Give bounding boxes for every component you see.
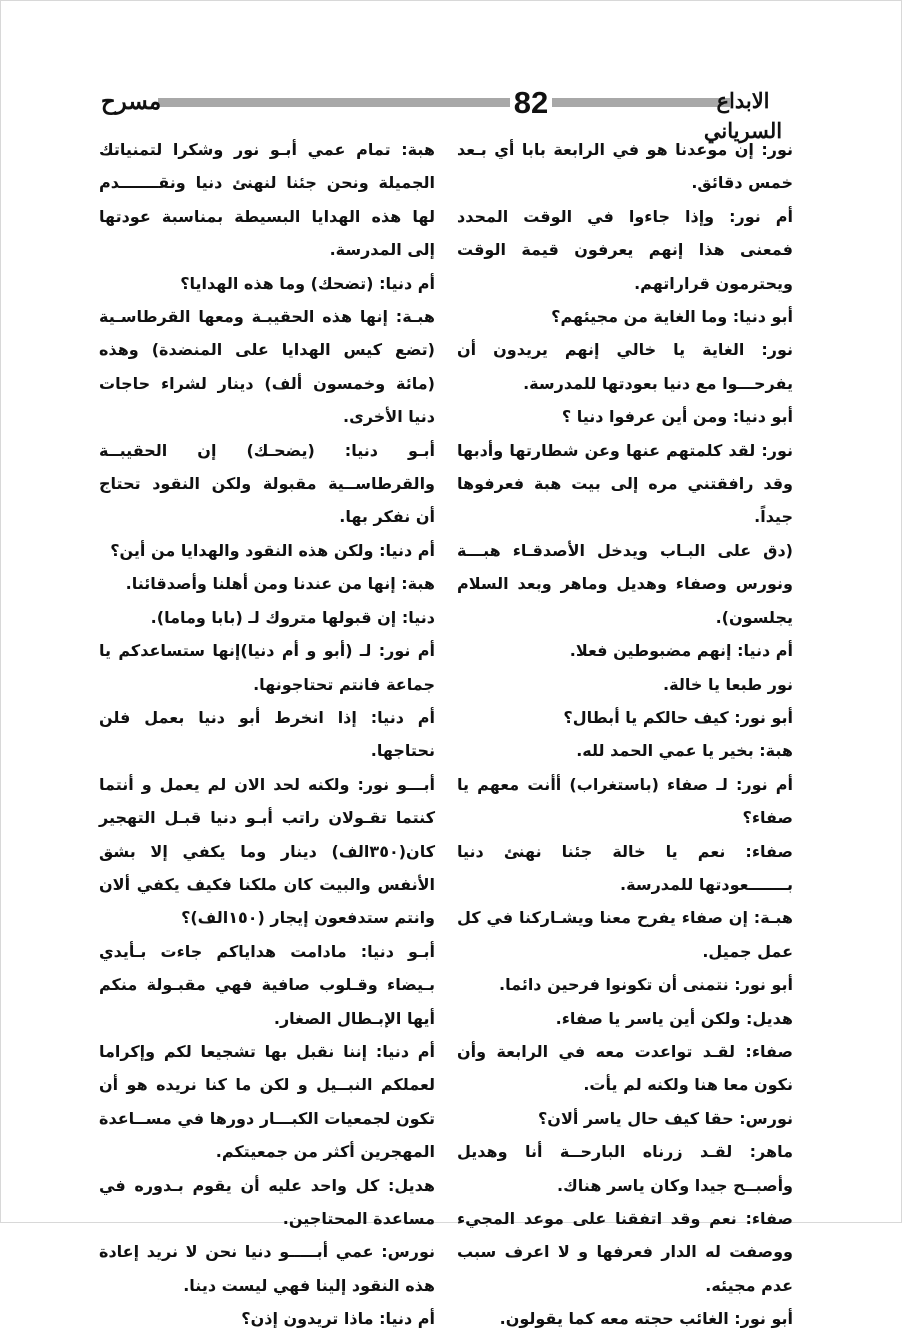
dialogue-line: هبة: تمام عمي أبـو نور وشكرا لتمنياتك الجميلة ونحن جئنا لنهنئ دنيا ونقـــــــدم لها هذه الهدايا البسيطة بمناسبة عودتها إلى المدرسة. <box>99 140 435 260</box>
dialogue-line: أبـو دنيا: (يضحـك) إن الحقيبــة والقرطاســية مقبولة ولكن النقود تحتاج أن نفكر بها. <box>99 440 435 527</box>
header-rule-left <box>158 98 510 107</box>
dialogue-line: هبة: بخير يا عمي الحمد لله. <box>576 741 793 761</box>
dialogue-line: نورس: حقا كيف حال ياسر ألان؟ <box>538 1108 793 1128</box>
dialogue-line: ماهر: لقـد زرناه البارحــة أنا وهديل وأصبــح جيدا وكان ياسر هناك. <box>457 1142 793 1195</box>
dialogue-line: نورس: عمي أبـــــو دنيا نحن لا نريد إعادة هذه النقود إلينا فهي ليست دينا. <box>99 1242 435 1295</box>
stage-direction: (دق على البـاب ويدخل الأصدقـاء هبـــة ونورس وصفاء وهديل وماهر وبعد السلام يجلسون). <box>457 540 793 627</box>
dialogue-line: صفاء: نعم يا خالة جئنا نهنئ دنيا بـــــــعودتها للمدرسة. <box>457 841 793 894</box>
dialogue-line: صفاء: لقـد تواعدت معه في الرابعة وأن نكون معا هنا ولكنه لم يأت. <box>457 1041 793 1095</box>
dialogue-line: هديل: ولكن أين ياسر يا صفاء. <box>555 1008 793 1028</box>
dialogue-line: أبو نور: الغائب حجته معه كما يقولون. <box>499 1309 793 1329</box>
dialogue-line: نور: الغاية يا خالي إنهم يريدون أن يفرحـــوا مع دنيا بعودتها للمدرسة. <box>457 340 793 393</box>
dialogue-line: أبـو دنيا: مادامت هداياكم جاءت بـأيدي بـيضاء وقـلوب صافية فهي مقبـولة منكم أيها الإبـطال الصغار. <box>99 941 435 1028</box>
dialogue-line: أم نور: لـ (أبو و أم دنيا)إنها ستساعدكم يا جماعة فانتم تحتاجونها. <box>99 641 435 694</box>
dialogue-line: أبو دنيا: ومن أين عرفوا دنيا ؟ <box>561 407 793 427</box>
dialogue-line: أبـــو نور: ولكنه لحد الان لم يعمل و أنتما كنتما تقـولان راتب أبـو دنيا قبـل التهجير كان(٣٥٠الف) دينار وما يكفي إلا بشق الأنفس والبيت كان ملكنا فكيف يكفي ألان وانتم ستدفعون إيجار (١٥٠الف)؟ <box>99 774 435 928</box>
dialogue-line: أم دنيا: ماذا تريدون إذن؟ <box>241 1309 435 1329</box>
dialogue-line: هبة: إنها من عندنا ومن أهلنا وأصدقائنا. <box>125 574 435 594</box>
dialogue-line: صفاء: نعم وقد اتفقنا على موعد المجيء ووصفت له الدار فعرفها و لا اعرف سبب عدم مجيئه. <box>457 1209 793 1295</box>
page-header <box>96 84 796 143</box>
dialogue-line: أم دنيا: إذا انخرط أبو دنيا بعمل فلن نحتاجها. <box>99 707 435 761</box>
dialogue-line: هبـة: إن صفاء يفرح معنا ويشـاركنا في كل عمل جميل. <box>457 908 793 961</box>
dialogue-line: أم دنيا: إننا نقبل بها تشجيعا لكم وإكراما لعملكم النبــيل و لكن ما كنا نريده هو أن تكون لجمعيات الكبـــار دورها في مســاعدة المهجرين أكثر من جمعيتكم. <box>99 1041 435 1162</box>
dialogue-line: نور: لقد كلمتهم عنها وعن شطارتها وأدبها وقد رافقتني مره إلى بيت هبة فعرفوها جيداً. <box>457 440 793 527</box>
dialogue-line: أبو دنيا: وما الغاية من مجيئهم؟ <box>551 307 793 327</box>
dialogue-line: أم دنيا: إنهم مضبوطين فعلا. <box>569 641 793 661</box>
dialogue-line: أم نور: وإذا جاءوا في الوقت المحدد فمعنى هذا إنهم يعرفون قيمة الوقت ويحترمون قراراتهم. <box>457 206 793 293</box>
dialogue-line: أم نور: لـ صفاء (باستغراب) أأنت معهم يا صفاء؟ <box>457 774 793 828</box>
dialogue-line: هديل: كل واحد عليه أن يقوم بـدوره في مساعدة المحتاجين. <box>99 1175 435 1228</box>
dialogue-line: هبـة: إنها هذه الحقيبـة ومعها القرطاسـية (تضع كيس الهدايا على المنضدة) وهذه (مائة وخمسون ألف) دينار لشراء حاجات دنيا الأخرى. <box>99 307 435 427</box>
dialogue-line: أم دنيا: (تضحك) وما هذه الهدايا؟ <box>180 273 435 293</box>
right-column <box>457 133 793 1336</box>
dialogue-line: نور طبعا يا خالة. <box>663 674 793 694</box>
dialogue-line: نور: إن موعدنا هو في الرابعة بابا أي بـعد خمس دقائق. <box>457 140 793 193</box>
page-number: 82 <box>513 85 549 120</box>
dialogue-line: أبو نور: نتمنى أن تكونوا فرحين دائما. <box>499 975 793 995</box>
magazine-title: الابداع السرياني <box>703 88 783 143</box>
section-label: مسرح <box>100 88 162 115</box>
dialogue-line: أم دنيا: ولكن هذه النقود والهدايا من أين؟ <box>110 540 435 560</box>
dialogue-line: أبو نور: كيف حالكم يا أبطال؟ <box>563 707 793 727</box>
left-column <box>99 133 435 1336</box>
dialogue-line: دنيا: إن قبولها متروك لـ (بابا وماما). <box>150 607 435 627</box>
